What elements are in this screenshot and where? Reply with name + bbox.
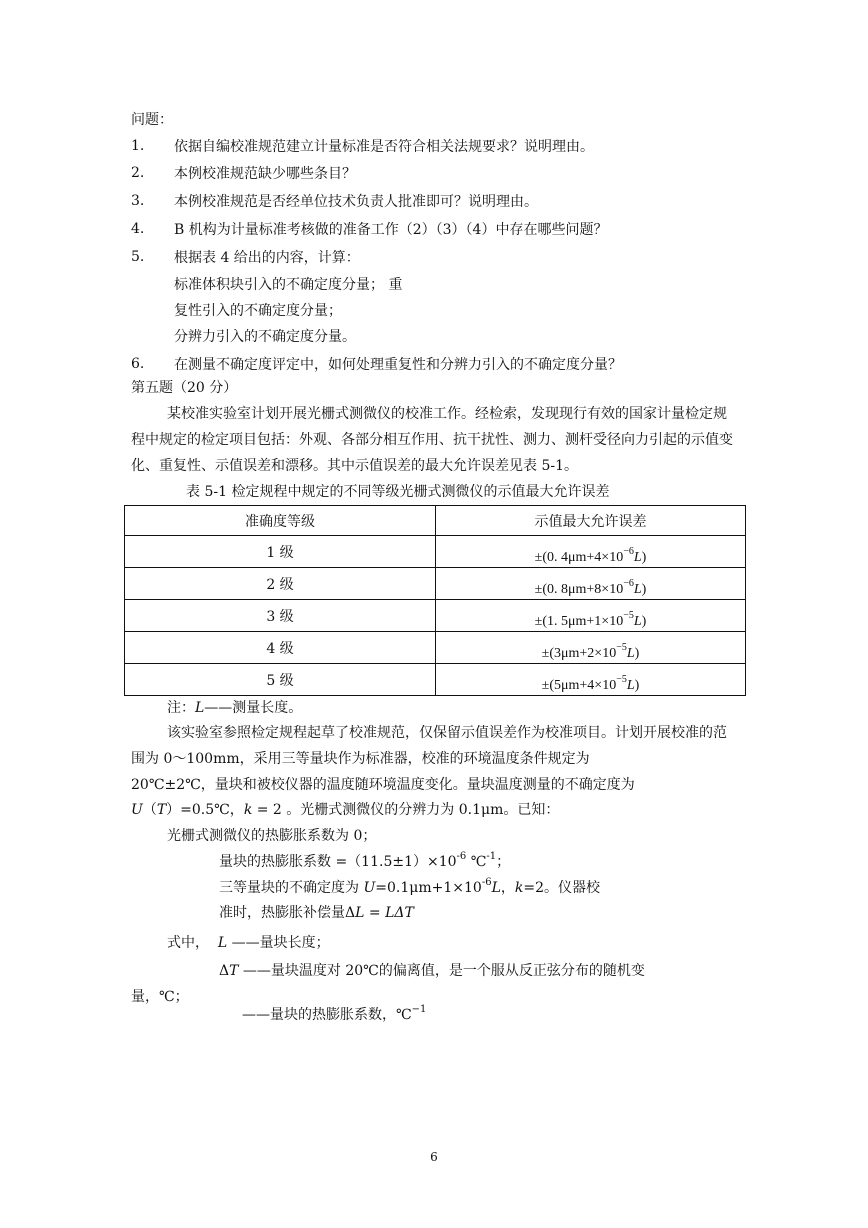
mpe-cell: ±(0. $4\mu m+4\times 10^{-6}L$) <box>436 536 746 568</box>
intro-line: 程中规定的检定项目包括：外观、各部分相互作用、抗干扰性、测力、测杆受径向力引起的示值变 <box>131 432 733 448</box>
known-line: 光栅式测微仪的热膨胀系数为 0； <box>167 828 377 844</box>
intro-line: 化、重复性、示值误差和漂移。其中示值误差的最大允许误差见表 5-1。 <box>131 458 578 474</box>
question-number: 1. <box>131 138 145 154</box>
mpe-cell: $\pm(3\mu m+2\times 10^{-5}L)$ <box>436 632 746 664</box>
where-line: ΔT ——量块温度对 20℃的偏离值，是一个服从反正弦分布的随机变 <box>219 963 645 979</box>
intro-line: 某校准实验室计划开展光栅式测微仪的校准工作。经检索，发现现行有效的国家计量检定规 <box>167 406 727 422</box>
table-row <box>125 568 746 600</box>
question-text: 依据自编校准规范建立计量标准是否符合相关法规要求？说明理由。 <box>174 139 594 155</box>
known-line: 准时，热膨胀补偿量ΔL = LΔT <box>219 905 414 921</box>
mpe-cell: ±(0. $8\mu m+8\times 10^{-6}L$) <box>436 568 746 600</box>
where-line: ——量块的热膨胀系数，℃$^{-1}$ <box>242 1004 427 1023</box>
table-caption: 表 5-1 检定规程中规定的不同等级光栅式测微仪的示值最大允许误差 <box>186 484 610 500</box>
q5-sub-item: 复性引入的不确定度分量； <box>174 303 342 319</box>
section-title: 第五题（20 分） <box>131 380 238 396</box>
table-row <box>125 600 746 632</box>
mpe-cell: $\pm(5\mu m+4\times 10^{-5}L)$ <box>436 664 746 696</box>
table-header-row <box>125 506 746 536</box>
mpe-cell: ±(1. $5\mu m+1\times 10^{-5}L$) <box>436 600 746 632</box>
where-line: 式中， L ——量块长度； <box>167 935 330 951</box>
where-line: 量，℃； <box>131 989 189 1005</box>
para2-line: 围为 0～100mm，采用三等量块作为标准器，校准的环境温度条件规定为 <box>131 751 590 767</box>
known-line: 三等量块的不确定度为 $U=0.1\mu m+1\times 10^{-6}L$，k=2。仪器校 <box>219 877 600 896</box>
table-row <box>125 664 746 696</box>
q5-sub-item: 分辨力引入的不确定度分量。 <box>174 329 356 345</box>
table-note: 注：L——测量长度。 <box>167 700 303 716</box>
grade-cell: 4 级 <box>125 632 436 664</box>
question-text: 本例校准规范缺少哪些条目？ <box>174 166 356 182</box>
known-line: 量块的热膨胀系数 $=(11.5\pm 1)\times 10^{-6}$ ℃$^{-1}$； <box>219 851 511 870</box>
table-row <box>125 632 746 664</box>
question-number: 5. <box>131 249 145 265</box>
question-text: 本例校准规范是否经单位技术负责人批准即可？说明理由。 <box>174 194 538 210</box>
question-text: 在测量不确定度评定中，如何处理重复性和分辨力引入的不确定度分量？ <box>174 357 622 373</box>
table-row <box>125 536 746 568</box>
para2-line: 20℃±2℃，量块和被校仪器的温度随环境温度变化。量块温度测量的不确定度为 <box>131 777 635 793</box>
question-text: B 机构为计量标准考核做的准备工作（2）（3）（4）中存在哪些问题？ <box>174 222 608 238</box>
grade-cell: 1 级 <box>125 536 436 568</box>
question-number: 3. <box>131 193 145 209</box>
error-table <box>124 505 746 696</box>
grade-cell: 3 级 <box>125 600 436 632</box>
question-number: 4. <box>131 221 145 237</box>
question-text: 根据表 4 给出的内容，计算： <box>174 250 360 266</box>
question-number: 2. <box>131 165 145 181</box>
table-header-cell: 准确度等级 <box>125 506 436 536</box>
grade-cell: 2 级 <box>125 568 436 600</box>
page-number: 6 <box>430 1150 438 1164</box>
grade-cell: 5 级 <box>125 664 436 696</box>
question-number: 6. <box>131 356 145 372</box>
uncertainty-line: U（T）=0.5℃，k = 2 。光栅式测微仪的分辨力为 0.1μm。已知： <box>131 802 560 818</box>
q5-sub-item: 标准体积块引入的不确定度分量； 重 <box>174 277 403 293</box>
para2-line: 该实验室参照检定规程起草了校准规范，仅保留示值误差作为校准项目。计划开展校准的范 <box>167 725 727 741</box>
table-header-cell: 示值最大允许误差 <box>436 506 746 536</box>
questions-title: 问题： <box>131 112 173 128</box>
